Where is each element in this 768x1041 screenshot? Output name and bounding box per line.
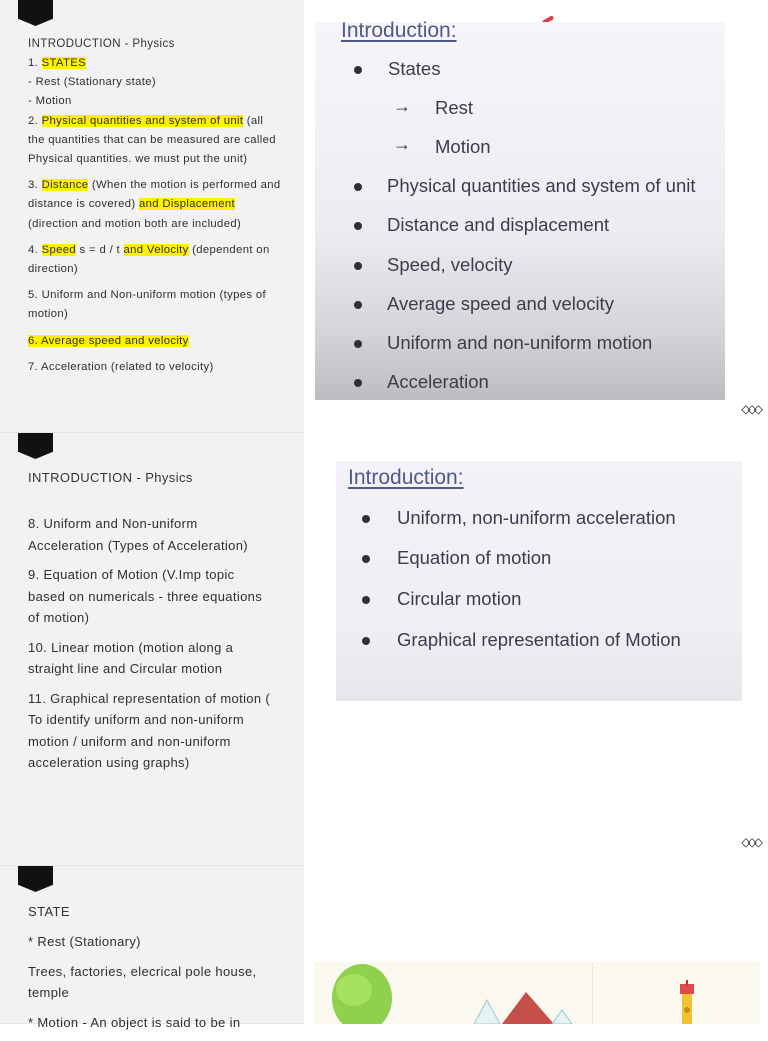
note-line: 3. Distance (When the motion is performed and distance is covered) and Displacement (direction and motion both are included)	[28, 179, 281, 230]
slide-item: Physical quantities and system of unit	[387, 175, 696, 196]
note-line: - Rest (Stationary state)	[28, 76, 157, 89]
note-line: * Rest (Stationary)	[28, 934, 141, 949]
separator-icon: ◇◇◇	[741, 835, 760, 849]
note-line: * Motion - An object is said to be in	[28, 1014, 241, 1030]
illustration-image[interactable]	[314, 962, 760, 1024]
bookmark-icon[interactable]	[18, 866, 53, 892]
bullet-icon	[354, 379, 362, 387]
slide-item: Motion	[435, 136, 491, 157]
note-line: 5. Uniform and Non-uniform motion (types of motion)	[28, 289, 266, 321]
note-title: INTRODUCTION - Physics	[28, 38, 175, 50]
separator-icon: ◇◇◇	[741, 402, 760, 416]
slide-item: Acceleration	[387, 371, 489, 392]
bullet-icon	[354, 262, 362, 270]
slide-item: Uniform, non-uniform acceleration	[397, 507, 676, 528]
note-body	[28, 513, 274, 782]
slide-heading: Introduction:	[348, 466, 464, 489]
note-card-2[interactable]	[0, 433, 304, 866]
bullet-icon	[354, 66, 362, 74]
bullet-icon	[354, 301, 362, 309]
note-line: 6. Average speed and velocity	[28, 334, 189, 347]
slide-item: Average speed and velocity	[387, 293, 614, 314]
slide-item: States	[388, 58, 441, 79]
slide-item: Uniform and non-uniform motion	[387, 332, 653, 353]
bullet-icon	[354, 183, 362, 191]
note-title: INTRODUCTION - Physics	[28, 470, 193, 485]
note-line: 8. Uniform and Non-uniform Acceleration (Types of Acceleration)	[28, 516, 248, 553]
slide-item: Speed, velocity	[387, 254, 513, 275]
slide-item: Distance and displacement	[387, 214, 610, 235]
note-line: 11. Graphical representation of motion ( To identify uniform and non-uniform motion / uniform and non-uniform acceleration using graphs)	[28, 690, 271, 770]
note-line: 2. Physical quantities and system of unit (all the quantities that can be measured are called Physical quantities. we must put the unit)	[28, 114, 276, 166]
note-line: 9. Equation of Motion (V.Imp topic based on numericals - three equations of motion)	[28, 567, 263, 625]
arrow-right-icon: →	[393, 134, 411, 154]
note-body	[28, 931, 274, 1041]
arrow-right-icon: →	[393, 96, 411, 116]
bullet-icon	[362, 596, 370, 604]
note-line: 7. Acceleration (related to velocity)	[28, 360, 214, 373]
scene-illustration	[314, 962, 760, 1024]
slide-image-2[interactable]	[336, 461, 742, 701]
slide-heading: Introduction:	[341, 19, 457, 42]
bookmark-icon[interactable]	[18, 0, 53, 26]
bullet-icon	[362, 515, 370, 523]
note-line: 10. Linear motion (motion along a straight line and Circular motion	[28, 639, 234, 676]
bookmark-icon[interactable]	[18, 433, 53, 459]
bullet-icon	[354, 340, 362, 348]
bullet-icon	[362, 637, 370, 645]
slide-image-1[interactable]	[315, 19, 725, 400]
note-line: Trees, factories, elecrical pole house, temple	[28, 963, 257, 1000]
slide-item: Rest	[435, 97, 474, 118]
note-line: 1. STATES	[28, 57, 86, 69]
slide-item: Equation of motion	[397, 547, 552, 568]
note-body	[28, 54, 282, 377]
slide-item: Graphical representation of Motion	[397, 629, 681, 650]
note-card-3[interactable]	[0, 866, 304, 1030]
note-line: 4. Speed s = d / t and Velocity (dependent on direction)	[28, 243, 270, 276]
note-title: STATE	[28, 904, 70, 919]
note-line: - Motion	[28, 95, 72, 108]
bullet-icon	[362, 555, 370, 563]
bullet-icon	[354, 222, 362, 230]
slide-item: Circular motion	[397, 588, 522, 609]
note-card-1[interactable]	[0, 0, 304, 433]
